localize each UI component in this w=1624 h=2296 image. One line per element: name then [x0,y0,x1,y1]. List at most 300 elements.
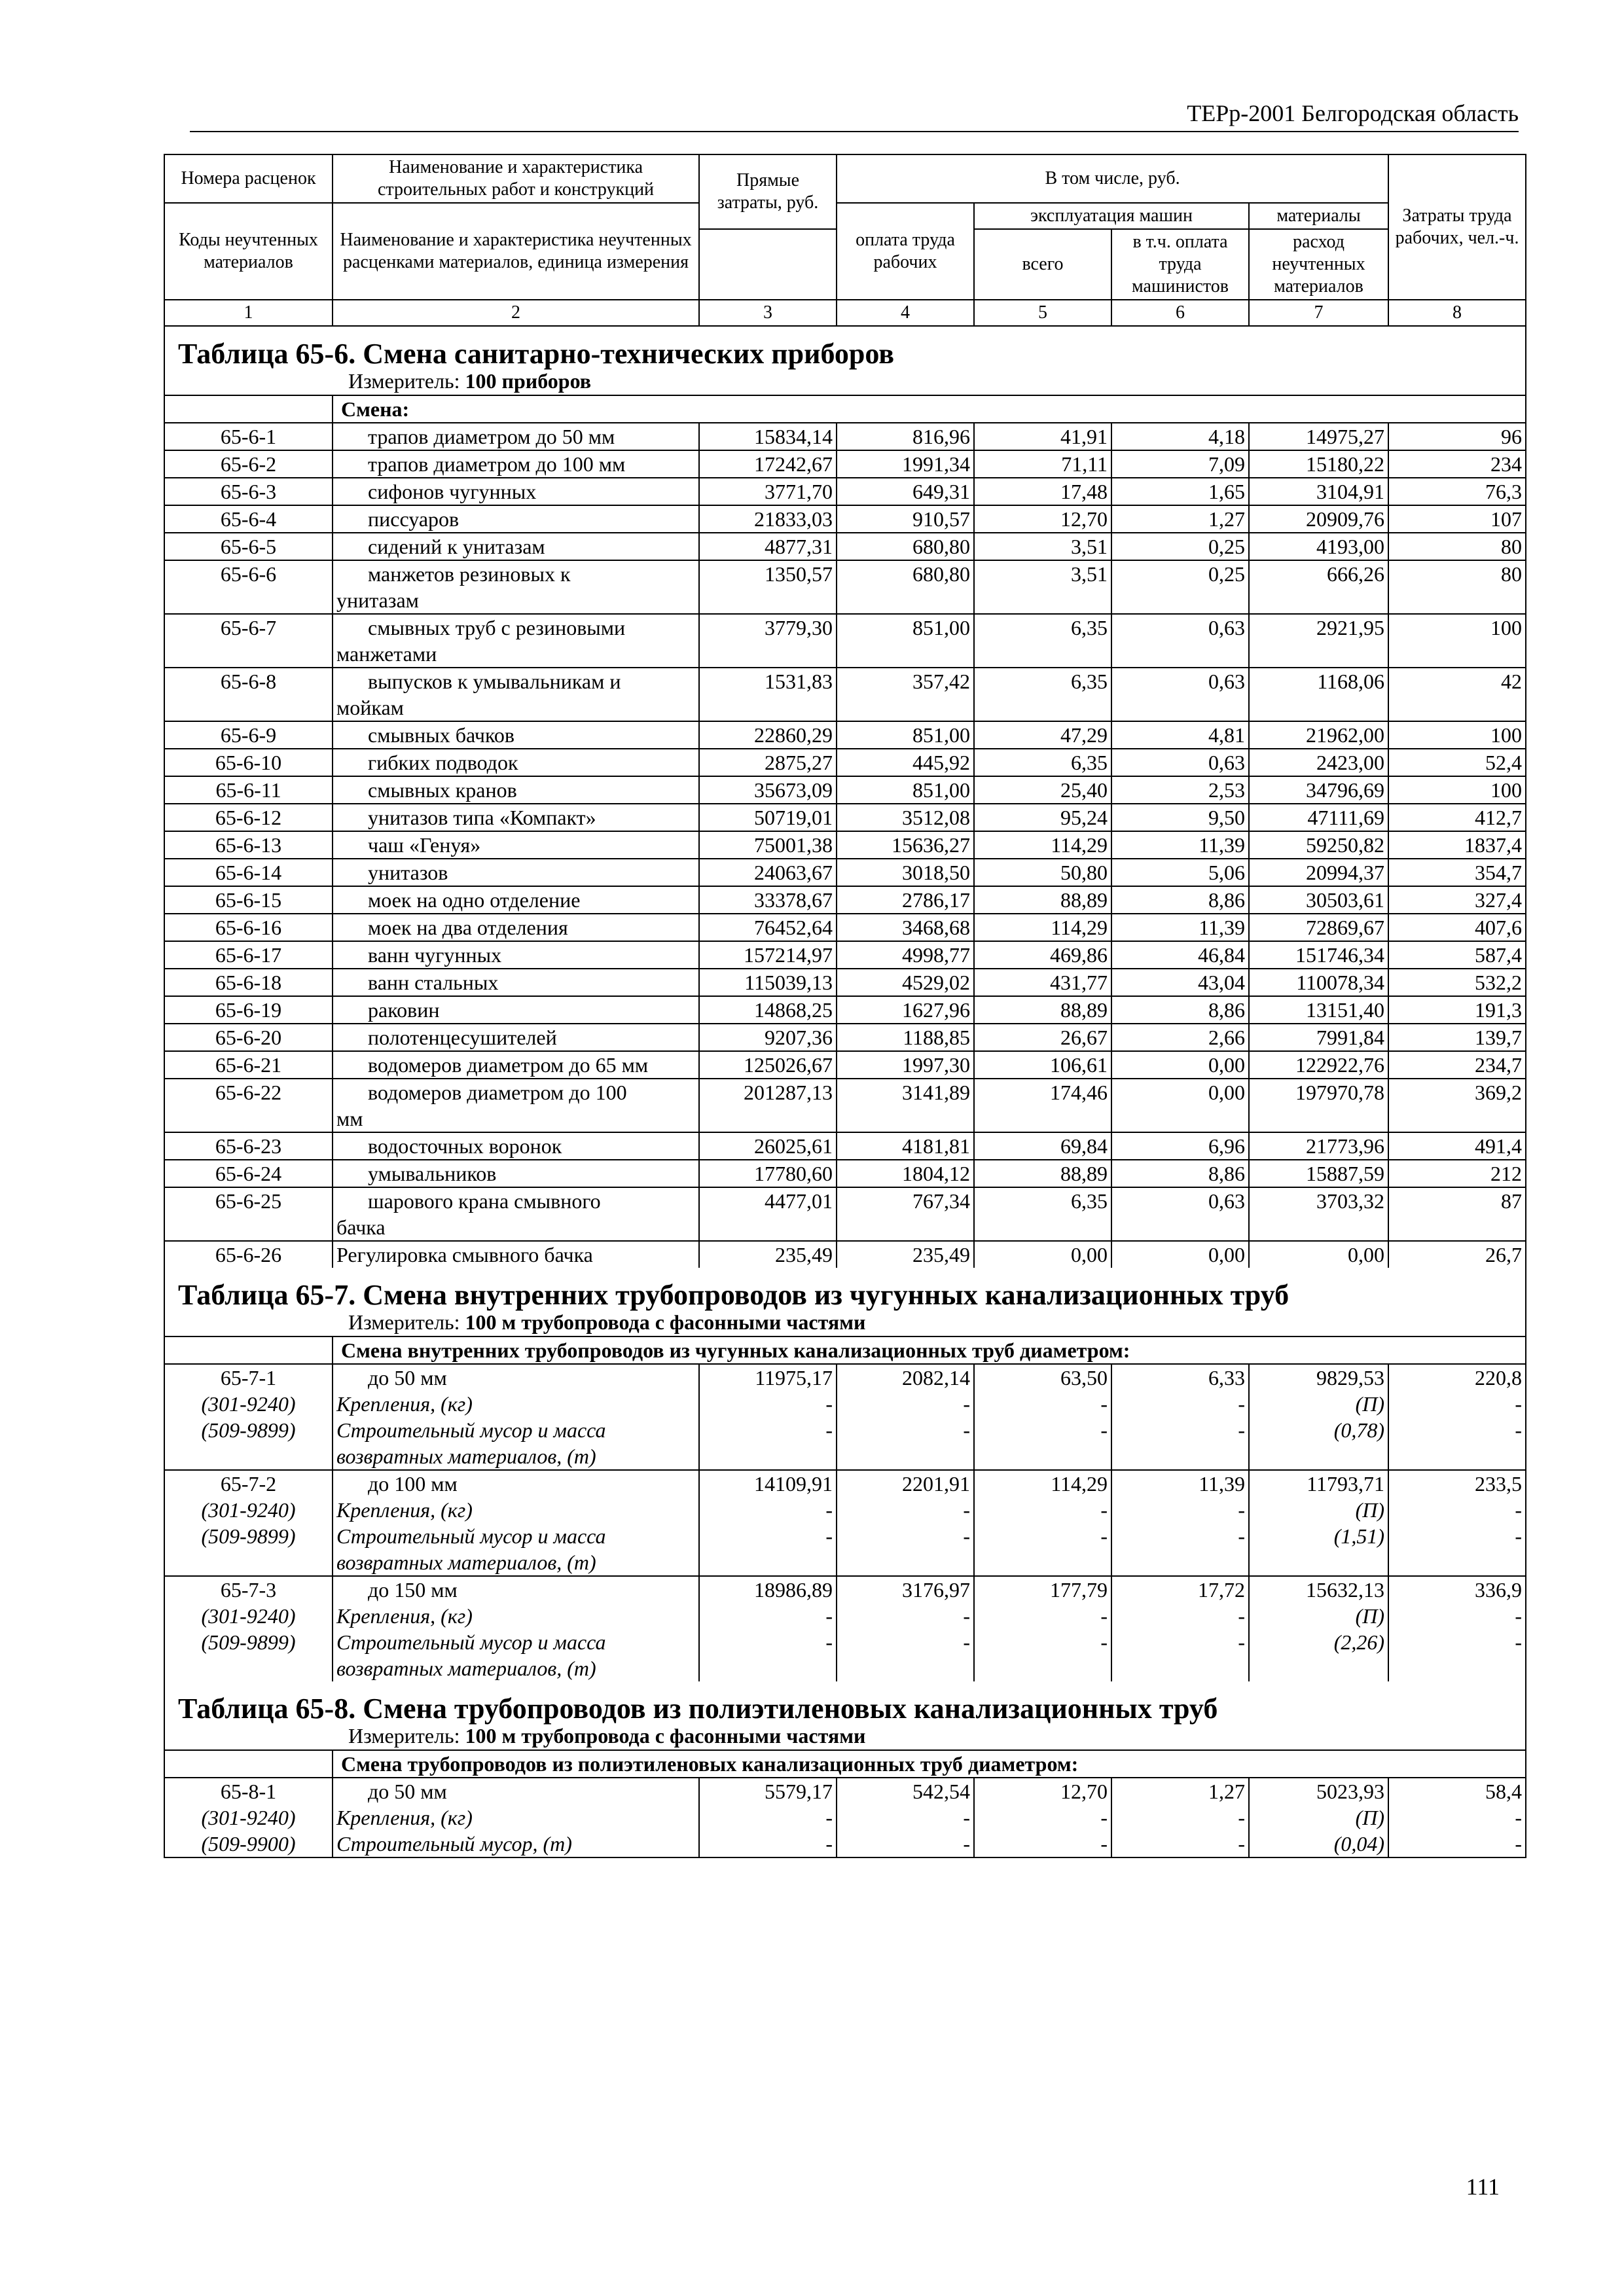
subhead-row [164,1336,1526,1364]
table-row [164,423,1526,450]
value-cell: 34796,69 [1249,776,1388,804]
column-number: 2 [333,300,699,326]
value-cell: 491,4 [1388,1132,1526,1160]
value-cell: 76452,64 [699,914,837,941]
value-cell: 851,00 [837,721,974,749]
value-cell: 542,54 [837,1778,974,1804]
material-code: (301-9240) [164,1497,333,1523]
subhead-spacer [164,395,333,423]
value-cell: 0,00 [1111,1051,1249,1079]
meter [164,1308,1526,1336]
work-name [333,1024,699,1051]
value-cell: 2423,00 [1249,749,1388,776]
section-title-row [164,1268,1526,1308]
subhead-spacer [164,1336,333,1364]
value-cell: 1531,83 [699,668,837,721]
work-name-line: мм [336,1107,363,1130]
section-title-row [164,1681,1526,1722]
value-cell: 12,70 [974,1778,1111,1804]
value-cell: 139,7 [1388,1024,1526,1051]
value-cell: 233,5 [1388,1470,1526,1497]
value-cell: 4529,02 [837,969,974,996]
value-cell: 17780,60 [699,1160,837,1187]
value-cell: 114,29 [974,914,1111,941]
value-cell: 3779,30 [699,614,837,668]
work-name-line: Регулировка смывного бачка [336,1243,593,1266]
work-name-line: ванн чугунных [368,943,502,967]
value-cell: 4,81 [1111,721,1249,749]
value-cell: 125026,67 [699,1051,837,1079]
table-body [164,326,1526,1857]
value-cell: 336,9 [1388,1576,1526,1603]
value-cell: 201287,13 [699,1079,837,1132]
material-code: (509-9899) [164,1417,333,1470]
subhead-row [164,395,1526,423]
value-cell: - [1111,1603,1249,1629]
header-cell: Наименование и характеристика строительных работ и конструкций [333,154,699,203]
rate-code: 65-7-1 [164,1364,333,1391]
work-name [333,560,699,614]
work-name [333,1603,699,1629]
work-name [333,1241,699,1268]
table-row [164,1778,1526,1804]
value-cell: 649,31 [837,478,974,505]
subhead-row [164,1750,1526,1778]
value-cell: 11,39 [1111,831,1249,859]
value-cell: 6,33 [1111,1364,1249,1391]
value-cell: 3018,50 [837,859,974,886]
work-name-line: водосточных воронок [368,1134,562,1158]
work-name [333,1831,699,1857]
value-cell: 21833,03 [699,505,837,533]
value-cell: 63,50 [974,1364,1111,1391]
value-cell: 4877,31 [699,533,837,560]
value-cell: 212 [1388,1160,1526,1187]
value-cell: 7,09 [1111,450,1249,478]
table-row [164,533,1526,560]
work-name-line: до 150 мм [368,1578,458,1602]
meter-label: Измеритель: [348,369,460,393]
value-cell: 3512,08 [837,804,974,831]
material-row [164,1417,1526,1470]
work-name-line: полотенцесушителей [368,1026,557,1049]
value-cell: 1837,4 [1388,831,1526,859]
value-cell: - [974,1629,1111,1681]
work-name [333,1187,699,1241]
rate-code: 65-6-3 [164,478,333,505]
work-name [333,1391,699,1417]
value-cell: - [974,1831,1111,1857]
value-cell: 2201,91 [837,1470,974,1497]
rate-code: 65-6-6 [164,560,333,614]
work-name [333,450,699,478]
rate-code: 65-6-4 [164,505,333,533]
material-row [164,1497,1526,1523]
value-cell: - [1388,1629,1526,1681]
table-row [164,1576,1526,1603]
rate-code: 65-6-13 [164,831,333,859]
value-cell: 50719,01 [699,804,837,831]
work-name [333,423,699,450]
page-number: 111 [1466,2174,1500,2200]
value-cell: (2,26) [1249,1629,1388,1681]
value-cell: 767,34 [837,1187,974,1241]
column-number: 6 [1111,300,1249,326]
value-cell: - [837,1391,974,1417]
value-cell: 22860,29 [699,721,837,749]
work-name-line: Строительный мусор, (т) [336,1832,572,1856]
table-row [164,969,1526,996]
value-cell: 12,70 [974,505,1111,533]
meter-value: 100 м трубопровода с фасонными частями [465,1724,866,1748]
material-row [164,1523,1526,1576]
value-cell: 7991,84 [1249,1024,1388,1051]
value-cell: - [974,1804,1111,1831]
work-name [333,1629,699,1681]
table-row [164,1132,1526,1160]
value-cell: - [837,1629,974,1681]
meter-value: 100 приборов [465,369,592,393]
rate-code: 65-6-24 [164,1160,333,1187]
value-cell: - [1111,1417,1249,1470]
value-cell: 431,77 [974,969,1111,996]
value-cell: 680,80 [837,533,974,560]
meter-row [164,1722,1526,1750]
value-cell: 532,2 [1388,969,1526,996]
rate-code: 65-6-16 [164,914,333,941]
value-cell: 6,96 [1111,1132,1249,1160]
value-cell: 75001,38 [699,831,837,859]
header-cell: оплата труда рабочих [837,203,974,300]
value-cell: 115039,13 [699,969,837,996]
value-cell: 1,27 [1111,505,1249,533]
column-number: 4 [837,300,974,326]
table-row [164,505,1526,533]
value-cell: 4998,77 [837,941,974,969]
value-cell: (0,04) [1249,1831,1388,1857]
work-name [333,1470,699,1497]
rate-code: 65-6-22 [164,1079,333,1132]
value-cell: 4181,81 [837,1132,974,1160]
rate-code: 65-7-2 [164,1470,333,1497]
value-cell: 6,35 [974,614,1111,668]
value-cell: 21773,96 [1249,1132,1388,1160]
value-cell: (П) [1249,1391,1388,1417]
value-cell: - [837,1497,974,1523]
work-name-line: Строительный мусор и масса [336,1630,606,1654]
value-cell: 17,48 [974,478,1111,505]
value-cell: 234,7 [1388,1051,1526,1079]
material-code: (509-9899) [164,1523,333,1576]
rate-code: 65-6-19 [164,996,333,1024]
value-cell: 816,96 [837,423,974,450]
work-name-line: смывных бачков [368,723,515,747]
table-row [164,941,1526,969]
value-cell: 88,89 [974,886,1111,914]
value-cell: - [1111,1804,1249,1831]
value-cell: 30503,61 [1249,886,1388,914]
rate-code: 65-6-2 [164,450,333,478]
value-cell: 1,65 [1111,478,1249,505]
header-cell: В том числе, руб. [837,154,1388,203]
value-cell: 445,92 [837,749,974,776]
table-row [164,886,1526,914]
value-cell: 1,27 [1111,1778,1249,1804]
work-name-line: унитазам [336,588,419,612]
work-name [333,505,699,533]
work-name-line: Крепления, (кг) [336,1604,473,1628]
value-cell: - [837,1831,974,1857]
rate-code: 65-8-1 [164,1778,333,1804]
value-cell: - [699,1603,837,1629]
value-cell: 235,49 [837,1241,974,1268]
value-cell: 4193,00 [1249,533,1388,560]
value-cell: 587,4 [1388,941,1526,969]
value-cell: 47111,69 [1249,804,1388,831]
value-cell: 1350,57 [699,560,837,614]
value-cell: - [1111,1831,1249,1857]
value-cell: 26025,61 [699,1132,837,1160]
value-cell: 88,89 [974,1160,1111,1187]
table-row [164,1241,1526,1268]
rate-code: 65-6-12 [164,804,333,831]
value-cell: 3,51 [974,533,1111,560]
table-row [164,1187,1526,1241]
work-name [333,721,699,749]
work-name [333,1132,699,1160]
table-row [164,914,1526,941]
value-cell: 1188,85 [837,1024,974,1051]
subhead-spacer [164,1750,333,1778]
rate-code: 65-6-7 [164,614,333,668]
value-cell: 0,00 [1249,1241,1388,1268]
work-name [333,969,699,996]
table-row [164,1364,1526,1391]
value-cell: - [1388,1417,1526,1470]
work-name-line: Крепления, (кг) [336,1392,473,1416]
value-cell: - [699,1629,837,1681]
header-cell: Затраты труда рабочих, чел.-ч. [1388,154,1526,300]
value-cell: 100 [1388,721,1526,749]
meter-row [164,367,1526,395]
table-row [164,614,1526,668]
work-name-line: гибких подводок [368,751,518,774]
value-cell: 0,25 [1111,560,1249,614]
table-row [164,859,1526,886]
value-cell: - [974,1391,1111,1417]
value-cell: - [699,1417,837,1470]
work-name-line: писсуаров [368,507,460,531]
column-number: 3 [699,300,837,326]
work-name-line: моек на два отделения [368,916,568,939]
value-cell: 0,63 [1111,749,1249,776]
rate-code: 65-6-9 [164,721,333,749]
value-cell: 3771,70 [699,478,837,505]
work-name-line: мойкам [336,696,404,719]
table-row [164,721,1526,749]
header-cell: эксплуатация машин [974,203,1249,229]
value-cell: 20994,37 [1249,859,1388,886]
value-cell: 220,8 [1388,1364,1526,1391]
value-cell: 0,00 [1111,1079,1249,1132]
table-row [164,996,1526,1024]
value-cell: 17,72 [1111,1576,1249,1603]
value-cell: 41,91 [974,423,1111,450]
rate-code: 65-6-25 [164,1187,333,1241]
value-cell: 52,4 [1388,749,1526,776]
rate-code: 65-6-21 [164,1051,333,1079]
value-cell: 469,86 [974,941,1111,969]
section-title-row [164,326,1526,367]
value-cell: 15180,22 [1249,450,1388,478]
value-cell: 15834,14 [699,423,837,450]
work-name-line: шарового крана смывного [368,1189,601,1213]
value-cell: 3104,91 [1249,478,1388,505]
work-name [333,668,699,721]
header-cell: Прямые затраты, руб. [699,154,837,229]
work-name [333,1079,699,1132]
value-cell: - [837,1603,974,1629]
value-cell: 6,35 [974,1187,1111,1241]
value-cell: 46,84 [1111,941,1249,969]
value-cell: 412,7 [1388,804,1526,831]
value-cell: - [1388,1391,1526,1417]
value-cell: 354,7 [1388,859,1526,886]
work-name-line: водомеров диаметром до 100 [368,1081,627,1104]
value-cell: 157214,97 [699,941,837,969]
work-name-line: трапов диаметром до 50 мм [368,425,615,448]
material-code: (301-9240) [164,1804,333,1831]
work-name [333,804,699,831]
value-cell: - [1111,1523,1249,1576]
meter [164,1722,1526,1750]
work-name-line: выпусков к умывальникам и [368,670,621,693]
value-cell: (П) [1249,1497,1388,1523]
table-row [164,1470,1526,1497]
section-title: Таблица 65-6. Смена санитарно-технических приборов [164,326,1526,367]
price-table [164,154,1526,1858]
value-cell: 76,3 [1388,478,1526,505]
rate-code: 65-6-15 [164,886,333,914]
table-row [164,478,1526,505]
rate-code: 65-6-26 [164,1241,333,1268]
work-name-line: трапов диаметром до 100 мм [368,452,626,476]
value-cell: 14868,25 [699,996,837,1024]
value-cell: 1991,34 [837,450,974,478]
material-row [164,1391,1526,1417]
material-code: (301-9240) [164,1603,333,1629]
value-cell: 2,66 [1111,1024,1249,1051]
value-cell: 11975,17 [699,1364,837,1391]
column-number: 7 [1249,300,1388,326]
value-cell: 851,00 [837,776,974,804]
value-cell: - [1388,1603,1526,1629]
value-cell: 8,86 [1111,886,1249,914]
table-row [164,1160,1526,1187]
meter-label: Измеритель: [348,1724,460,1748]
value-cell: 197970,78 [1249,1079,1388,1132]
value-cell: 407,6 [1388,914,1526,941]
subhead-label: Смена внутренних трубопроводов из чугунных канализационных труб диаметром: [333,1336,1526,1364]
work-name-line: раковин [368,998,440,1022]
value-cell: 80 [1388,533,1526,560]
value-cell: 14109,91 [699,1470,837,1497]
value-cell: (П) [1249,1804,1388,1831]
work-name-line: до 50 мм [368,1366,447,1390]
value-cell: 114,29 [974,1470,1111,1497]
value-cell: 1997,30 [837,1051,974,1079]
value-cell: 71,11 [974,450,1111,478]
value-cell: 6,35 [974,749,1111,776]
value-cell: 0,00 [1111,1241,1249,1268]
value-cell: - [974,1603,1111,1629]
section-title: Таблица 65-7. Смена внутренних трубопроводов из чугунных канализационных труб [164,1268,1526,1308]
material-row [164,1603,1526,1629]
value-cell: 0,63 [1111,1187,1249,1241]
value-cell: 5,06 [1111,859,1249,886]
value-cell: 9829,53 [1249,1364,1388,1391]
value-cell: 47,29 [974,721,1111,749]
rate-code: 65-6-14 [164,859,333,886]
work-name-line: чаш «Генуя» [368,833,481,857]
value-cell: 59250,82 [1249,831,1388,859]
section-title: Таблица 65-8. Смена трубопроводов из полиэтиленовых канализационных труб [164,1681,1526,1722]
material-row [164,1629,1526,1681]
value-cell: 2921,95 [1249,614,1388,668]
value-cell: 357,42 [837,668,974,721]
work-name-line: Крепления, (кг) [336,1806,473,1829]
value-cell: 3703,32 [1249,1187,1388,1241]
page-header [190,95,1519,132]
work-name-line: манжетов резиновых к [368,562,571,586]
value-cell: 58,4 [1388,1778,1526,1804]
value-cell: - [1388,1497,1526,1523]
value-cell: - [1111,1497,1249,1523]
material-code: (509-9899) [164,1629,333,1681]
header-cell: всего [974,229,1111,300]
document-title: ТЕРр-2001 Белгородская область [1187,100,1519,126]
value-cell: 3468,68 [837,914,974,941]
value-cell: 35673,09 [699,776,837,804]
work-name-line: возвратных материалов, (т) [336,1657,596,1680]
value-cell: (П) [1249,1603,1388,1629]
work-name [333,914,699,941]
value-cell: 2082,14 [837,1364,974,1391]
value-cell: 0,63 [1111,614,1249,668]
value-cell: 72869,67 [1249,914,1388,941]
value-cell: 4477,01 [699,1187,837,1241]
work-name [333,1778,699,1804]
value-cell: 0,25 [1111,533,1249,560]
value-cell: 107 [1388,505,1526,533]
header-cell: Наименование и характеристика неучтенных расценками материалов, единица измерения [333,203,699,300]
material-code: (509-9900) [164,1831,333,1857]
value-cell: - [699,1391,837,1417]
work-name-line: умывальников [368,1162,497,1185]
work-name [333,614,699,668]
value-cell: 2,53 [1111,776,1249,804]
value-cell: 910,57 [837,505,974,533]
table-row [164,668,1526,721]
value-cell: 50,80 [974,859,1111,886]
table-row [164,1051,1526,1079]
work-name [333,886,699,914]
table-row [164,749,1526,776]
value-cell: - [1388,1523,1526,1576]
rate-code: 65-6-11 [164,776,333,804]
value-cell: - [1388,1831,1526,1857]
value-cell: 2875,27 [699,749,837,776]
